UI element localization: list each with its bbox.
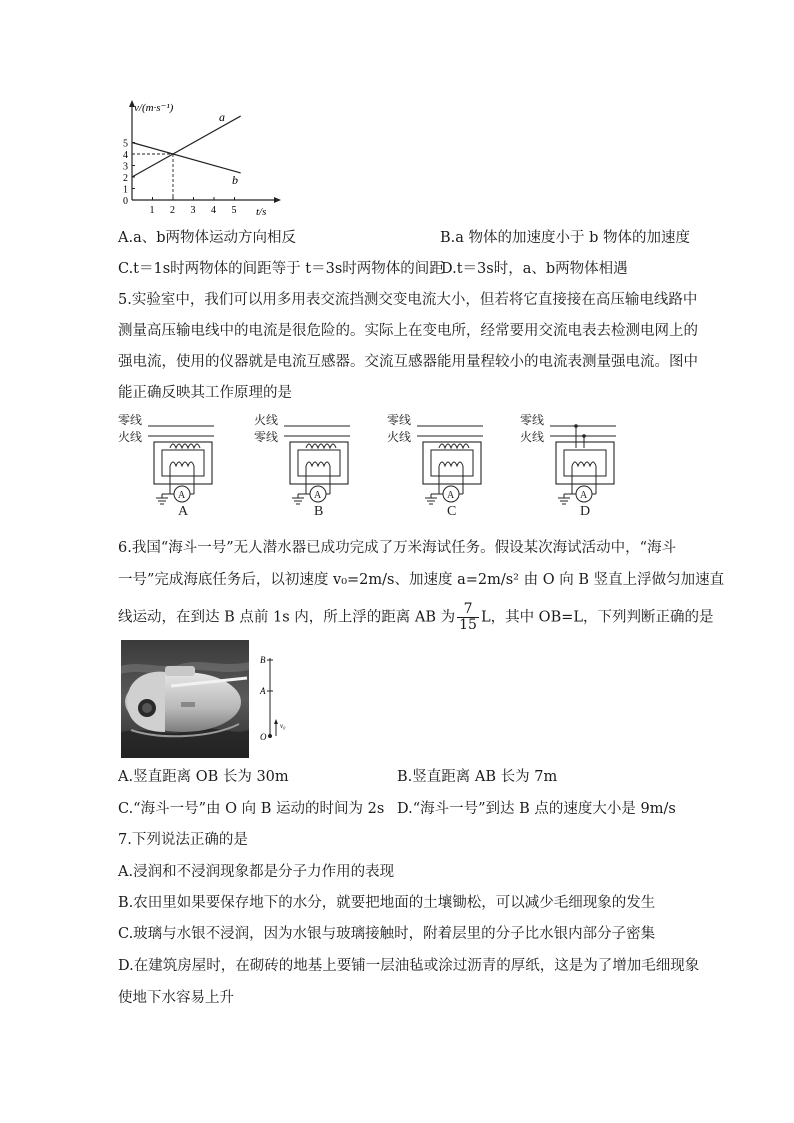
motion-diagram (252, 650, 302, 745)
q6-option-c: C.“海斗一号”由 O 向 B 运动的时间为 2s (118, 801, 385, 817)
wire-label-bottom: 火线 (118, 430, 143, 444)
transformer-diagram-d (520, 412, 630, 521)
q4-option-c: C.t＝1s时两物体的间距等于 t＝3s时两物体的间距 (118, 261, 444, 277)
y-tick-label: 4 (123, 150, 128, 161)
wire-label-top: 零线 (118, 413, 143, 427)
series-a-label: a (219, 110, 225, 124)
q6-stem-line-3 (118, 602, 714, 633)
q4-option-a: A.a、b两物体运动方向相反 (118, 230, 297, 246)
q6-option-d: D.“海斗一号”到达 B 点的速度大小是 9m/s (397, 801, 676, 817)
q6-stem-line-3-pre: 线运动，在到达 B 点前 1s 内，所上浮的距离 AB 为 (118, 609, 456, 626)
svg-text:A: A (580, 490, 588, 501)
q5-stem-line-3: 强电流，使用的仪器就是电流互感器。交流互感器能用量程较小的电流表测量强电流。图中 (118, 354, 698, 370)
y-tick-label: 1 (123, 184, 128, 196)
fraction-numerator: 7 (457, 602, 479, 618)
q4-option-b: B.a 物体的加速度小于 b 物体的加速度 (440, 230, 691, 246)
velocity-arrowhead (274, 719, 278, 724)
option-letter: A (178, 504, 189, 517)
label-a: A (260, 686, 266, 696)
q6-option-a: A.竖直距离 OB 长为 30m (118, 769, 289, 785)
x-tick-label: 4 (211, 205, 216, 216)
option-letter: B (314, 504, 324, 517)
transformer-diagram-c (387, 412, 497, 521)
fraction-7-15 (457, 602, 479, 633)
wire-label-bottom: 火线 (387, 430, 412, 444)
y-tick-label: 2 (123, 173, 128, 184)
label-o: O (260, 732, 267, 742)
x-tick-label: 3 (190, 205, 196, 216)
q7-stem: 7.下列说法正确的是 (118, 832, 248, 848)
q7-option-b: B.农田里如果要保存地下的水分，就要把地面的土壤锄松，可以减少毛细现象的发生 (118, 895, 656, 911)
y-tick-label: 5 (123, 138, 128, 150)
q5-stem-line-2: 测量高压输电线中的电流是很危险的。实际上在变电所，经常要用交流电表去检测电网上的 (118, 323, 698, 339)
svg-text:A: A (178, 490, 186, 501)
series-b-label: b (232, 173, 238, 187)
y-ticks (123, 139, 135, 196)
x-tick-label: 1 (149, 205, 155, 216)
q6-stem-line-3-post: L，其中 OB=L，下列判断正确的是 (480, 609, 714, 626)
vt-graph (115, 98, 285, 220)
y-axis-label: v/(m·s⁻¹) (134, 102, 174, 114)
x-tick-label: 2 (170, 205, 175, 216)
x-tick-label: 5 (231, 205, 237, 216)
origin-label: 0 (123, 196, 128, 207)
q5-stem-line-4: 能正确反映其工作原理的是 (118, 385, 292, 401)
submersible-photo (121, 640, 249, 758)
wire-label-top: 零线 (387, 413, 412, 427)
transformer-diagram-a (118, 412, 228, 521)
x-axis-label: t/s (256, 206, 267, 218)
svg-text:A: A (314, 490, 322, 501)
q5-stem-line-1: 5.实验室中，我们可以用多用表交流挡测交变电流大小，但若将它直接接在高压输电线路中 (118, 292, 698, 308)
q7-option-d-line-1: D.在建筑房屋时，在砌砖的地基上要铺一层油毡或涂过沥青的厚纸，这是为了增加毛细现象 (118, 958, 700, 974)
point-o-dot (268, 734, 272, 738)
q6-stem-line-2: 一号”完成海底任务后，以初速度 v₀=2m/s、加速度 a=2m/s² 由 O 向 B 竖直上浮做匀加速直 (118, 572, 725, 588)
wire-label-top: 火线 (254, 413, 279, 427)
label-v0: v₀ (280, 722, 286, 730)
fraction-denominator: 15 (459, 617, 477, 633)
wire-label-top: 零线 (520, 413, 545, 427)
q4-option-d: D.t＝3s时，a、b两物体相遇 (441, 261, 628, 277)
option-letter: C (447, 504, 457, 517)
wire-label-bottom: 火线 (520, 430, 545, 444)
x-axis-arrow (274, 197, 281, 203)
q7-option-c: C.玻璃与水银不浸润，因为水银与玻璃接触时，附着层里的分子比水银内部分子密集 (118, 926, 656, 942)
wire-label-bottom: 零线 (254, 430, 279, 444)
label-b: B (260, 655, 266, 665)
q6-stem-line-1: 6.我国“海斗一号”无人潜水器已成功完成了万米海试任务。假设某次海试活动中，“海斗 (118, 540, 677, 556)
q6-option-b: B.竖直距离 AB 长为 7m (397, 769, 558, 785)
svg-text:A: A (447, 490, 455, 501)
option-letter: D (580, 504, 591, 517)
q7-option-d-line-2: 使地下水容易上升 (118, 990, 234, 1006)
transformer-diagram-b (254, 412, 364, 521)
y-tick-label: 3 (123, 161, 128, 173)
q7-option-a: A.浸润和不浸润现象都是分子力作用的表现 (118, 864, 395, 880)
